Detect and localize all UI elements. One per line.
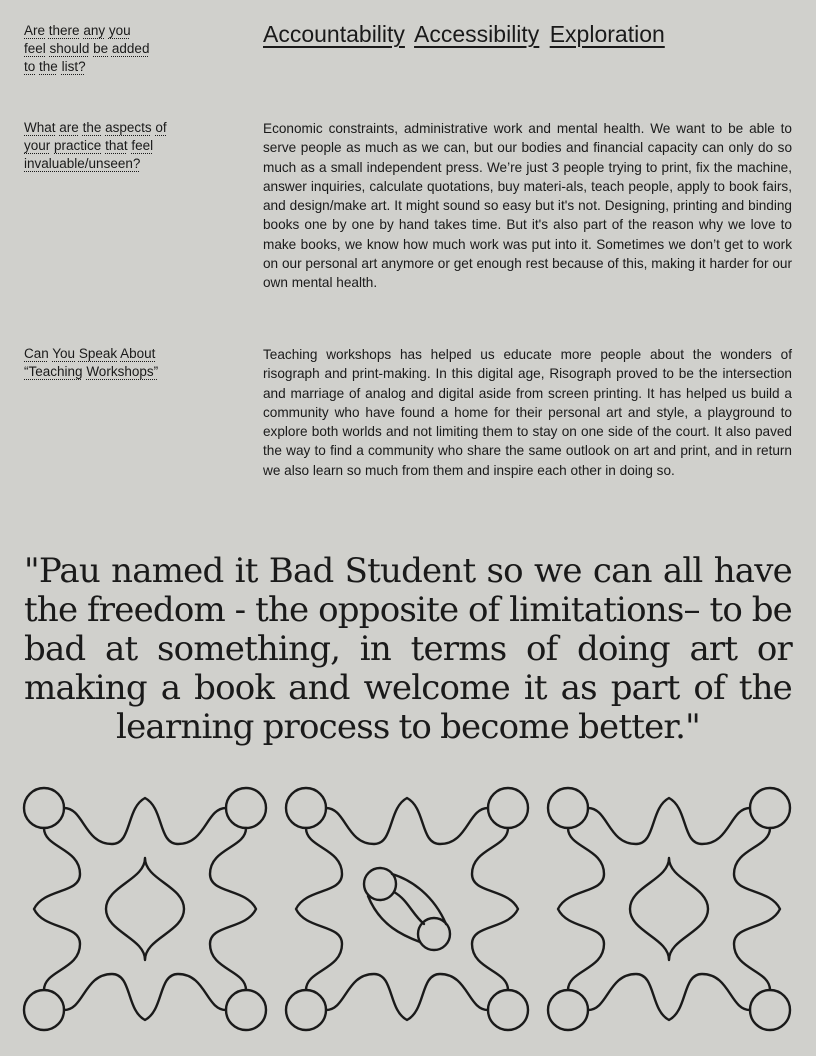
question-word: Can — [24, 346, 49, 361]
question-word: feel — [24, 41, 46, 56]
question-word: aspects — [105, 120, 152, 135]
question-aspects-of-practice — [24, 119, 189, 173]
question-word: of — [155, 120, 167, 135]
answer-teaching-workshops: Teaching workshops has helped us educate more people about the wonders of risograph and print-making. In this digital age, Risograph proved to be the intersection and marriage of analog and digital aside from screen printing. It has helped us build a community who have found a home for their personal art and style, a playground to explore both worlds and not limiting them to stay on one side of the court. It also paved the way to find a community who share the same outlook on art and print, and in return we also learn so much from them and inspire each other in doing so. — [263, 347, 792, 478]
question-word: to — [24, 59, 36, 74]
question-word: Workshops” — [86, 364, 159, 379]
question-teaching-workshops — [24, 345, 189, 381]
question-word: feel — [131, 138, 154, 153]
question-word: About — [120, 346, 156, 361]
question-word: you — [108, 23, 131, 38]
question-word: the — [39, 59, 58, 74]
pull-quote: "Pau named it Bad Student so we can all have the freedom - the opposite of limitations– to be bad at something, in terms of doing art or making a book and welcome it as part of the learning process to become better." — [24, 551, 792, 747]
tag-exploration: Exploration — [549, 21, 665, 47]
answer-aspects-of-practice: Economic constraints, administrative work and mental health. We want to be able to serve people as much as we can, but our bodies and financial capacity can only do so much as a small independent press. We’re just 3 people trying to print, fix the machine, answer inquiries, calculate quotations, buy materi-als, teach people, apply to book fairs, and design/make art. It might sound so easy but it's not. Designing, printing and binding books one by one by hand takes time. But it's also part of the reason why we love to make books, we know how much work was put into it. Sometimes we don’t get to work on our personal art anymore or get enough rest because of this, making it harder for our own mental health. — [263, 121, 792, 291]
question-word: are — [59, 120, 79, 135]
question-word: should — [49, 41, 90, 56]
question-word: invaluable/unseen? — [24, 156, 141, 171]
question-word: Are — [24, 23, 46, 38]
question-word: your — [24, 138, 51, 153]
question-word: You — [52, 346, 76, 361]
question-word: list? — [61, 59, 86, 74]
question-word: any — [83, 23, 106, 38]
list-tags — [263, 18, 669, 50]
question-added-to-list — [24, 22, 189, 76]
question-word: added — [111, 41, 150, 56]
question-word: What — [24, 120, 56, 135]
question-word: Speak — [78, 346, 118, 361]
question-word: practice — [54, 138, 102, 153]
question-word: that — [105, 138, 128, 153]
question-word: there — [48, 23, 80, 38]
decorative-loop-pattern-icon — [22, 786, 794, 1038]
question-word: be — [93, 41, 109, 56]
question-word: the — [82, 120, 102, 135]
question-word: “Teaching — [24, 364, 83, 379]
tag-accessibility: Accessibility — [414, 21, 540, 47]
tag-accountability: Accountability — [263, 21, 405, 47]
